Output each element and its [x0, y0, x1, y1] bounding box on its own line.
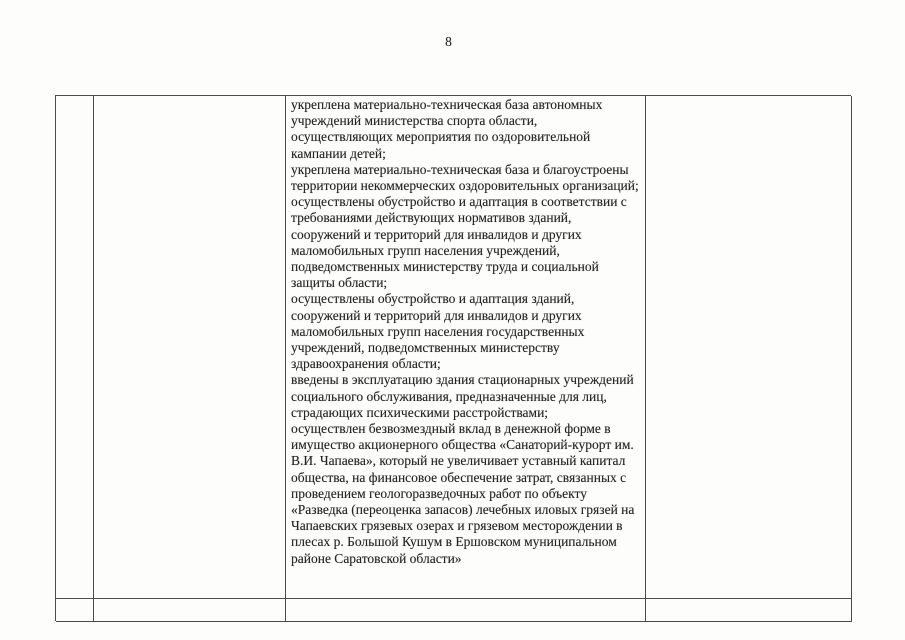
table-cell-row2-col4 [646, 599, 852, 622]
table-cell-row2-col3 [286, 599, 646, 622]
result-paragraph: осуществлены обустройство и адаптация зданий, сооружений и территорий для инвалидов и других маломобильных групп населения государственных учреждений, подведомственных министерству здравоохранения области; [291, 291, 585, 372]
table-cell-row1-col1 [56, 96, 94, 599]
results-table [55, 95, 851, 621]
result-paragraph: осуществлены обустройство и адаптация в соответствии с требованиями действующих нормативов зданий, сооружений и территорий для инвалидов и других маломобильных групп населения учреждений, подведомственных министерству труда и социальной защиты области; [291, 194, 627, 291]
result-paragraph: осуществлен безвозмездный вклад в денежной форме в имущество акционерного общества «Санаторий-курорт им. В.И. Чапаева», который не увеличивает уставный капитал общества, на финансовое обеспечение затрат, связанных с проведением геологоразведочных работ по объекту «Разведка (переоценка запасов) лечебных иловых грязей на Чапаевских грязевых озерах и грязевом месторождении в плесах р. Большой Кушум в Ершовском муниципальном районе Саратовской области» [291, 421, 635, 566]
result-paragraph: введены в эксплуатацию здания стационарных учреждений социального обслуживания, предназначенные для лиц, страдающих психическими расстройствами; [291, 372, 634, 420]
result-paragraph: укреплена материально-техническая база и благоустроены территории некоммерческих оздоровительных организаций; [291, 161, 639, 194]
table-cell-row2-col2 [94, 599, 286, 622]
table-cell-row1-col4 [646, 96, 852, 599]
page-number: 8 [445, 34, 452, 49]
table-cell-results-text [286, 96, 646, 599]
table-cell-row1-col2 [94, 96, 286, 599]
table-cell-row2-col1 [56, 599, 94, 622]
result-paragraph: укреплена материально-техническая база автономных учреждений министерства спорта области, осуществляющих мероприятия по оздоровительной кампании детей; [291, 97, 603, 161]
